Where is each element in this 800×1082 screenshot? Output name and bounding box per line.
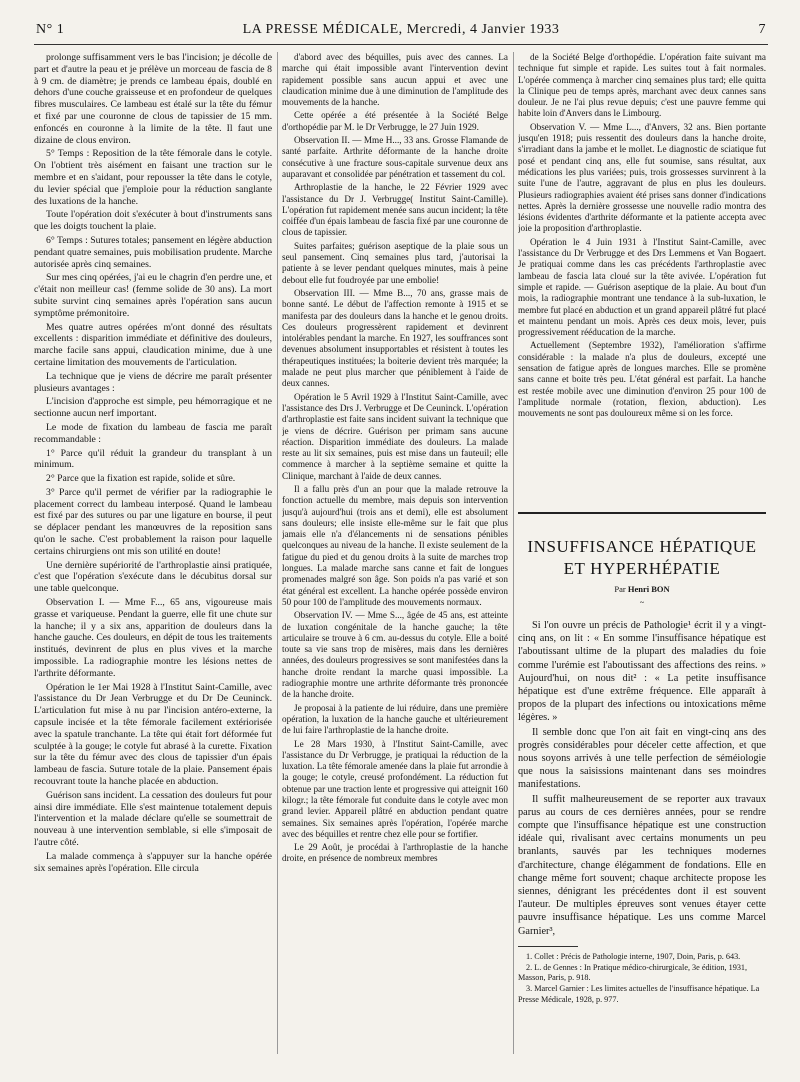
paragraph: Suites parfaites; guérison aseptique de la plaie sous un seul pansement. Cinq semaines plus tard, j'autorisai la patiente à se lever pendant quelques minutes, mais à peine debout elle fut foudroyée par une embolie! <box>282 240 508 285</box>
paragraph: de la Société Belge d'orthopédie. L'opération faite suivant ma technique fut simple et rapide. Les suites tout à fait normales. L'opérée commença à marcher cinq semaines plus tard; elle quitta la Clinique peu de temps après, marchant avec deux cannes sans douleur. Je ne l'ai plus revue depuis; c'est une pauvre femme qui habite loin d'Anvers dans le Limbourg. <box>518 52 766 119</box>
footnote-rule <box>518 946 578 947</box>
paragraph: Opération le 4 Juin 1931 à l'Institut Saint-Camille, avec l'assistance du Dr Verbrugge et des Drs Lemmens et Van Bogaert. Je pratiquai comme dans les cas précédents l'arthroplastie avec lambeau de fascia lata cloué sur la tête avivée. L'opération fut simple et rapide. — Guérison aseptique de la plaie. Au bout d'un mois, la radiographie montrant une tendance à la sub-luxation, le membre fut placé en abduction et un grand appareil plâtré fut placé et maintenu pendant un mois. Après ces deux mois, lever, puis progressivement rééducation de la marche. <box>518 236 766 338</box>
article-rule <box>518 512 766 514</box>
column-divider <box>513 52 514 1054</box>
paragraph: Le 29 Août, je procédai à l'arthroplastie de la hanche droite, en présence de nombreux membres <box>282 842 508 864</box>
article-paragraph: Il suffit malheureusement de se reporter aux travaux parus au cours de ces dernières années, pour se rendre compte que l'insuffisance hépatique est une construction idéale qui, rivalisant avec certains monuments un peu branlants, sauvés par les techniques modernes d'architecture, change élégamment de fondations. Elle en change même fort souvent; chaque architecte propose les siennes, dénigrant les précédentes dont il est souvent l'auteur. De multiples épreuves sont venues étayer cette pauvre insuffisance hépatique. Les uns comme Marcel Garnier³, <box>518 793 766 937</box>
paragraph: Mes quatre autres opérées m'ont donné des résultats excellents : disparition immédiate et définitive des douleurs, marche facile sans appui, claudication minime, due à une certaine limitation des mouvements de l'articulation. <box>34 321 272 368</box>
page-header <box>36 22 766 44</box>
paragraph: 1° Parce qu'il réduit la grandeur du transplant à un minimum. <box>34 447 272 471</box>
paragraph: Une dernière supériorité de l'arthroplastie ainsi pratiquée, c'est que l'opération s'exécute dans le décubitus dorsal sur une table quelconque. <box>34 559 272 595</box>
byline-prefix: Par <box>614 584 626 594</box>
footnote: 2. L. de Gennes : In Pratique médico-chirurgicale, 3e édition, 1931, Masson, Paris, p. 918. <box>518 963 748 983</box>
column-divider <box>277 52 278 1054</box>
paragraph: Observation III. — Mme B..., 70 ans, grasse mais de bonne santé. Le début de l'affection remonte à 1915 et se manifesta par des douleurs dans la hanche et le genou droits. Ces douleurs progressèrent rapidement et devinrent intolérables pendant la marche. En 1927, les souffrances sont devenues absolument insupportables et résistent à toutes les thérapeutiques instituées; la boiterie devient très marquée; la malade ne peut plus marcher que péniblement à l'aide de deux cannes. <box>282 287 508 389</box>
paragraph: Toute l'opération doit s'exécuter à bout d'instruments sans que les doigts touchent la plaie. <box>34 209 272 233</box>
author-name: Henri BON <box>627 584 670 594</box>
paragraph: Le 28 Mars 1930, à l'Institut Saint-Camille, avec l'assistance du Dr Verbrugge, je pratiquai la réduction de la luxation. La tête fémorale amenée dans la plaie fut arrondie à la gouge; le cotyle, creusé profondément. La réduction fut obtenue par une traction lente et progressive qui atteignit 160 kilogr.; la tête fémorale fut conduite dans le cotyle avec mon grand levier. Appareil plâtré en abduction pendant quatre semaines. Six semaines après l'opération, l'opérée marche avec des béquilles et rentre chez elle pour se fortifier. <box>282 738 508 839</box>
paragraph: La technique que je viens de décrire me paraît présenter plusieurs avantages : <box>34 370 272 394</box>
journal-masthead: LA PRESSE MÉDICALE, Mercredi, 4 Janvier 1933 <box>242 22 560 37</box>
paragraph: Il a fallu près d'un an pour que la malade retrouve la fonction actuelle du membre, mais depuis son intervention jusqu'à aujourd'hui (trois ans et demi), elle est absolument sans douleurs; elle insiste elle-même sur le fait que plus jamais elle n'a d'élancements ni de sensations pénibles quelconques au niveau de la hanche. Il existe seulement de la fatigue du pied et du genou droits à la suite de marches trop longues. La malade marche sans canne et fait de longues promenades malgré son âge. Son poids n'a pas varié et son état général est excellent. La hanche opérée possède environ 50 pour 100 de l'amplitude des mouvements normaux. <box>282 483 508 607</box>
article-insuffisance-hepatique <box>518 512 766 1072</box>
footnote: 3. Marcel Garnier : Les limites actuelles de l'insuffisance hépatique. La Presse Médicale, 1928, p. 977. <box>518 984 760 1004</box>
page-number: 7 <box>758 22 766 37</box>
article-title-line1: INSUFFISANCE HÉPATIQUE <box>527 537 757 556</box>
header-rule <box>34 44 768 45</box>
article-paragraph: Si l'on ouvre un précis de Pathologie¹ écrit il y a vingt-cinq ans, on lit : « En somme l'insuffisance hépatique est l'aboutissant ultime de la plupart des maladies du foie comme l'urémie est l'aboutissant des affections des reins. » Aujourd'hui, on nous dit² : « La petite insuffisance hépatique est d'une extrême fréquence. Elle apparaît à propos de la plupart des infections ou intoxications même légères. » <box>518 620 766 724</box>
paragraph: Opération le 1er Mai 1928 à l'Institut Saint-Camille, avec l'assistance du Dr Jean Verbrugge et du Dr De Ceuninck. L'articulation fut mise à nu par l'incision antéro-externe, la capsule incisée et la tête fémorale facilement extériorisée avec la spatule tranchante. La tête qui était fort déformée fut sculptée à la gouge; le cotyle fut abrasé à la curette. Fixation sur la tête du fémur avec des clous de tapissier d'un épais lambeau de fascia. Suture totale de la plaie. Pansement épais recouvrant toute la hanche placée en abduction. <box>34 681 272 788</box>
paragraph: 2° Parce que la fixation est rapide, solide et sûre. <box>46 473 236 485</box>
article-paragraph: Il semble donc que l'on ait fait en vingt-cinq ans des progrès considérables pour déceler cette affection, et que nous soyons arrivés à une telle perfection de séméiologie que nous la saisissions maintenant dans ses moindres manifestations. <box>518 726 766 791</box>
article-title-line2: ET HYPERHÉPATIE <box>563 559 721 578</box>
issue-number: N° 1 <box>36 22 65 37</box>
paragraph: 6° Temps : Sutures totales; pansement en légère abduction pendant quatre semaines, puis mobilisation prudente. Marche autorisée après cinq semaines. <box>34 234 272 270</box>
byline <box>518 584 766 594</box>
footnote: 1. Collet : Précis de Pathologie interne, 1907, Doin, Paris, p. 643. <box>526 951 741 961</box>
left-column <box>34 52 272 1074</box>
title-separator: ~ <box>639 598 645 607</box>
paragraph: Observation I. — Mme F..., 65 ans, vigoureuse mais grasse et variqueuse. Pendant la guerre, elle fit une chute sur la hanche; il y a six ans, apparition de douleurs dans la hanche gauche. Ces douleurs, en dépit de tous les traitements institués, devinrent de plus en plus vives et la marche impossible. La radiographie montre les lésions nettes de l'arthrite déformante. <box>34 597 272 679</box>
paragraph: 3° Parce qu'il permet de vérifier par la radiographie le placement correct du lambeau interposé. Quand le lambeau est fixé par des sutures ou par une ligature en bourse, il peut se déplacer pendant les manœuvres de la reposition sans qu'on le sache. C'est probablement la raison pour laquelle certains chirurgiens ont mis son utilité en doute! <box>34 486 272 557</box>
paragraph: Sur mes cinq opérées, j'ai eu le chagrin d'en perdre une, et c'était non meilleur cas! (femme solide de 30 ans). La mort subite survint cinq semaines après l'opération sans aucun symptôme prémonitoire. <box>34 272 272 319</box>
paragraph: Arthroplastie de la hanche, le 22 Février 1929 avec l'assistance du Dr J. Verbrugge( Institut Saint-Camille). L'opération fut rapidement menée sans aucun incident; la tête coiffée d'un épais lambeau de fascia fixé par une couronne de clous de tapissier. <box>282 182 508 238</box>
middle-column <box>282 52 508 1074</box>
paragraph: d'abord avec des béquilles, puis avec des cannes. La marche qui était impossible avant l'intervention devint rapidement possible sans aucun appui et avec une claudication minime due à une diminution de l'amplitude des mouvements de la hanche. <box>282 52 508 108</box>
footnotes <box>518 952 766 1005</box>
paragraph: La malade commença à s'appuyer sur la hanche opérée six semaines après l'opération. Elle circula <box>34 850 272 874</box>
paragraph: Je proposai à la patiente de lui réduire, dans une première opération, la luxation de la hanche gauche et ultérieurement de lui faire l'arthroplastie de la hanche droite. <box>282 702 508 736</box>
right-column-text <box>518 52 766 502</box>
paragraph: L'incision d'approche est simple, peu hémorragique et ne sectionne aucun nerf important. <box>34 396 272 420</box>
paragraph: Observation V. — Mme L..., d'Anvers, 32 ans. Bien portante jusqu'en 1918; puis ressentit des douleurs dans la hanche droite, s'irradiant dans la jambe et le mollet. Le diagnostic de sciatique fut posé et pendant cinq ans, elle fut soumise, sans résultat, aux médications les plus variées; puis, trois grossesses survinrent à la suite l'une de l'autre, aggravant de plus en plus les douleurs. Plusieurs radiographies avaient été prises sans donner d'indications nettes. Après la dernière grossesse une nouvelle radio montra des lésions évidentes d'arthrite déformante et la patiente accepta avec joie la proposition d'arthroplastie. <box>518 121 766 234</box>
article-body <box>518 619 766 938</box>
paragraph: Le mode de fixation du lambeau de fascia me paraît recommandable : <box>34 421 272 445</box>
paragraph: Observation IV. — Mme S..., âgée de 45 ans, est atteinte de luxation congénitale de la hanche gauche; la tête articulaire se trouve à 6 cm. au-dessus du cotyle. Elle a boité toute sa vie sans trop de misères, mais dans les dernières années, des douleurs progressives se sont manifestées dans la hanche droite rendant la marche quasi impossible. La radiographie montre une arthrite déformante très prononcée de la hanche droite. <box>282 610 508 700</box>
paragraph: Observation II. — Mme H..., 33 ans. Grosse Flamande de santé parfaite. Arthrite déformante de la hanche droite consécutive à une fracture sous-capitale survenue deux ans auparavant et consolidée par pénétration et tassement du col. <box>282 135 508 179</box>
paragraph: Opération le 5 Avril 1929 à l'Institut Saint-Camille, avec l'assistance des Drs J. Verbrugge et De Ceuninck. L'opération d'arthroplastie est faite sans incident suivant la technique que je viens de décrire. Guérison per primam sans aucune réaction. Disparition immédiate des douleurs. La malade reste au lit six semaines, puis est mise dans un fauteuil; elle commence à marcher à la septième semaine et quitte la Clinique, marchant à l'aide de deux cannes. <box>282 391 508 481</box>
paragraph: prolonge suffisamment vers le bas l'incision; je décolle de part et d'autre la peau et je prélève un morceau de fascia de 8 à 9 cm. de diamètre; je prends ce lambeau épais, doublé en dehors d'une couche graisseuse et en profondeur de quelques fibres musculaires. Ce lambeau est étalé sur la tête du fémur et fixé par une couronne de clous de tapissier de 15 mm. enfoncés en couronne à la limite de la tête. Il faut une dizaine de clous environ. <box>34 52 272 146</box>
paragraph: Guérison sans incident. La cessation des douleurs fut pour ainsi dire immédiate. Elle s'est maintenue totalement depuis l'intervention et la malade déclare qu'elle se soumettrait de nouveau à une intervention semblable, si elle s'imposait de l'autre côté. <box>34 789 272 848</box>
paragraph: Cette opérée a été présentée à la Société Belge d'orthopédie par M. le Dr Verbrugge, le 27 Juin 1929. <box>282 110 508 132</box>
paragraph: Actuellement (Septembre 1932), l'amélioration s'affirme considérable : la malade n'a plus de douleurs, excepté une sensation de fatigue après de longues marches. Elle se promène sans canne et boite très peu. L'état général est parfait. La hanche est restée mobile avec une diminution d'environ 25 pour 100 de l'amplitude normale (rotation, flexion, abduction). Les mouvements ne sont pas douloureux même si on les force. <box>518 340 766 419</box>
paragraph: 5° Temps : Reposition de la tête fémorale dans le cotyle. On l'obtient très aisément en faisant une traction sur le membre et en s'aidant, pour repousser la tête dans le cotyle, du levier spécial que j'emploie pour la réduction sanglante des luxations de la hanche. <box>34 148 272 207</box>
